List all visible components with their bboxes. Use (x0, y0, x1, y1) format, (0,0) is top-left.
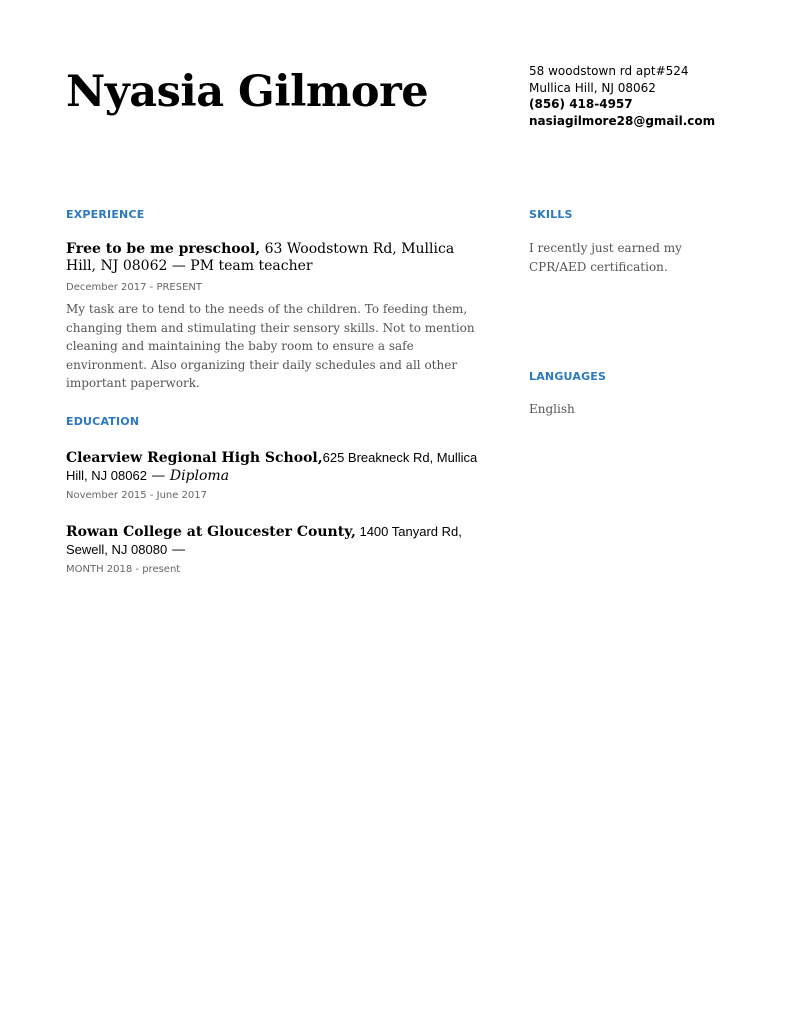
address-line-1: 58 woodstown rd apt#524 (529, 64, 689, 78)
phone-number: (856) 418-4957 (529, 97, 633, 111)
education-heading: EDUCATION (66, 415, 140, 428)
school-degree-1: Diploma (169, 468, 230, 484)
skills-text: I recently just earned my CPR/AED certification. (529, 241, 682, 274)
experience-heading: EXPERIENCE (66, 208, 145, 221)
job-employer: Free to be me preschool, (66, 241, 261, 257)
school-address-2: 1400 Tanyard Rd, Sewell, NJ 08080 (66, 524, 462, 557)
job-dates: December 2017 - PRESENT (66, 282, 203, 293)
school-dash-2: — (167, 542, 186, 558)
school-dates-1: November 2015 - June 2017 (66, 490, 208, 501)
job-description: My task are to tend to the needs of the children. To feeding them, changing them and stimulating their sensory skills. Not to mention cleaning and maintaining the baby room to ensure a safe environment. Also organizing their daily schedules and all other important paperwork. (66, 302, 475, 390)
skills-heading: SKILLS (529, 208, 573, 221)
job-location-role: 63 Woodstown Rd, Mullica Hill, NJ 08062 — PM team teacher (66, 241, 455, 274)
languages-heading: LANGUAGES (529, 370, 607, 383)
school-dates-2: MONTH 2018 - present (66, 564, 181, 575)
school-name-2: Rowan College at Gloucester County, (66, 524, 356, 540)
languages-text: English (529, 402, 575, 416)
school-heading-2 (66, 523, 486, 559)
email-address: nasiagilmore28@gmail.com (529, 113, 716, 128)
contact-block (529, 63, 769, 129)
address-line-2: Mullica Hill, NJ 08062 (529, 80, 656, 95)
school-name-1: Clearview Regional High School, (66, 450, 323, 466)
school-heading-1 (66, 449, 486, 485)
job-heading (66, 241, 486, 275)
school-address-1: 625 Breakneck Rd, Mullica Hill, NJ 08062 (66, 450, 478, 483)
resume-name: Nyasia Gilmore (66, 67, 429, 117)
school-dash-1: — (146, 468, 170, 484)
